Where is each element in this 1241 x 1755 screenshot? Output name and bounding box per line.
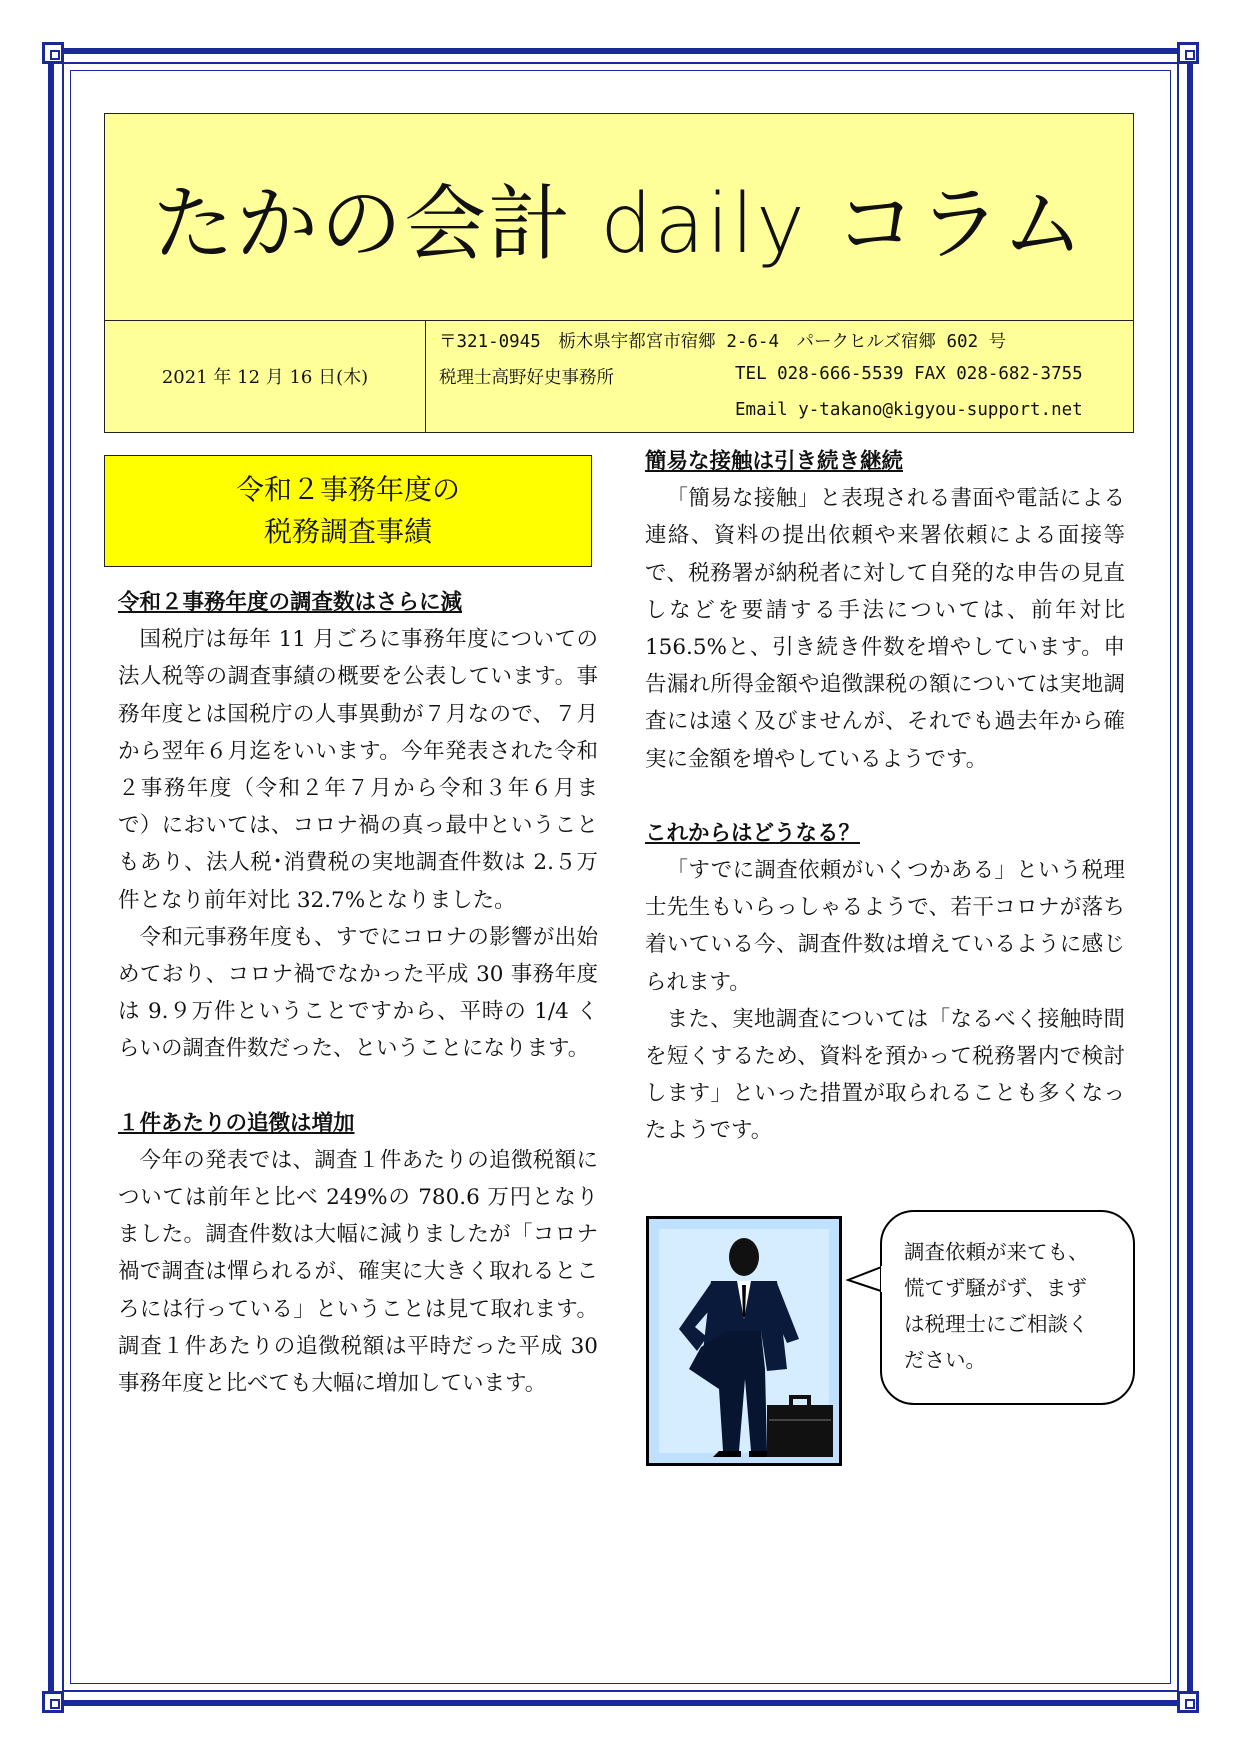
frame-corner-bottom-right [1177,1691,1199,1713]
office-address: 〒321-0945 栃木県宇都宮市宿郷 2-6-4 パークヒルズ宿郷 602 号 [439,332,1007,352]
issue-date: 2021 年 12 月 16 日(木) [105,320,426,432]
office-email: Email y-takano@kigyou-support.net [735,400,1083,420]
office-tel-fax: TEL 028-666-5539 FAX 028-682-3755 [735,364,1083,384]
paragraph: 今年の発表では、調査１件あたりの追徴税額については前年と比べ 249%の 780.6 万円となりました。調査件数は大幅に減りましたが「コロナ禍で調査は憚られるが、確実に大きく取れるところには行っている」ということは見て取れます。調査１件あたりの追徴税額は平時だった平成 30 事務年度と比べても大幅に増加しています。 [118,1147,598,1397]
frame-corner-top-right [1177,42,1199,64]
paragraph: 「すでに調査依頼がいくつかある」という税理士先生もいらっしゃるようで、若干コロナが落ち着いている今、調査件数は増えているように感じられます。 [645,858,1125,995]
section-heading-outlook: これからはどうなる？ [645,820,861,846]
office-name: 税理士高野好史事務所 [439,368,614,388]
frame-corner-top-left [42,42,64,64]
bubble-line: 調査依頼が来ても、 [904,1240,1089,1264]
newsletter-title: たかの会計 daily コラム [105,114,1133,321]
frame-corner-bottom-left [42,1691,64,1713]
right-column [645,443,1125,1150]
bubble-line: 慌てず騒がず、まず [904,1276,1087,1300]
speech-bubble [880,1210,1135,1405]
bubble-line: は税理士にご相談く [904,1312,1089,1336]
section-heading-survey-count: 令和２事務年度の調査数はさらに減 [118,590,463,615]
paragraph: 令和元事務年度も、すでにコロナの影響が出始めており、コロナ禍でなかった平成 30 事務年度は 9.９万件ということですから、平時の 1/4 くらいの調査件数だった、ということになります。 [118,924,598,1062]
masthead [104,113,1134,433]
office-info [425,320,1133,432]
left-column [118,584,598,1402]
headline-box [104,455,592,567]
paragraph: 国税庁は毎年 11 月ごろに事務年度についての法人税等の調査事績の概要を公表しています。事務年度とは国税庁の人事異動が７月なので、７月から翌年６月迄をいいます。今年発表された令和２事務年度（令和２年７月から令和３年６月まで）においては、コロナ禍の真っ最中ということもあり、法人税･消費税の実地調査件数は 2.５万件となり前年対比 32.7%となりました。 [118,627,598,913]
headline-line-1: 令和２事務年度の [235,473,460,506]
businessman-illustration [646,1216,842,1466]
section-heading-simple-contact: 簡易な接触は引き続き継続 [645,449,904,474]
bubble-line: ださい。 [904,1348,986,1372]
businessman-icon [649,1219,839,1463]
paragraph: また、実地調査については「なるべく接触時間を短くするため、資料を預かって税務署内で検討します」といった措置が取られることも多くなったようです。 [645,1006,1125,1144]
paragraph: 「簡易な接触」と表現される書面や電話による連絡、資料の提出依頼や来署依頼による面接等で、税務署が納税者に対して自発的な申告の見直しなどを要請する手法については、前年対比 156.5%と、引き続き件数を増やしています。申告漏れ所得金額や追徴課税の額については実地調査には遠く及びませんが、それでも過去年から確実に金額を増やしているようです。 [645,486,1125,772]
headline-line-2: 税務調査事績 [263,515,432,548]
section-heading-per-case: １件あたりの追徴は増加 [118,1110,355,1136]
